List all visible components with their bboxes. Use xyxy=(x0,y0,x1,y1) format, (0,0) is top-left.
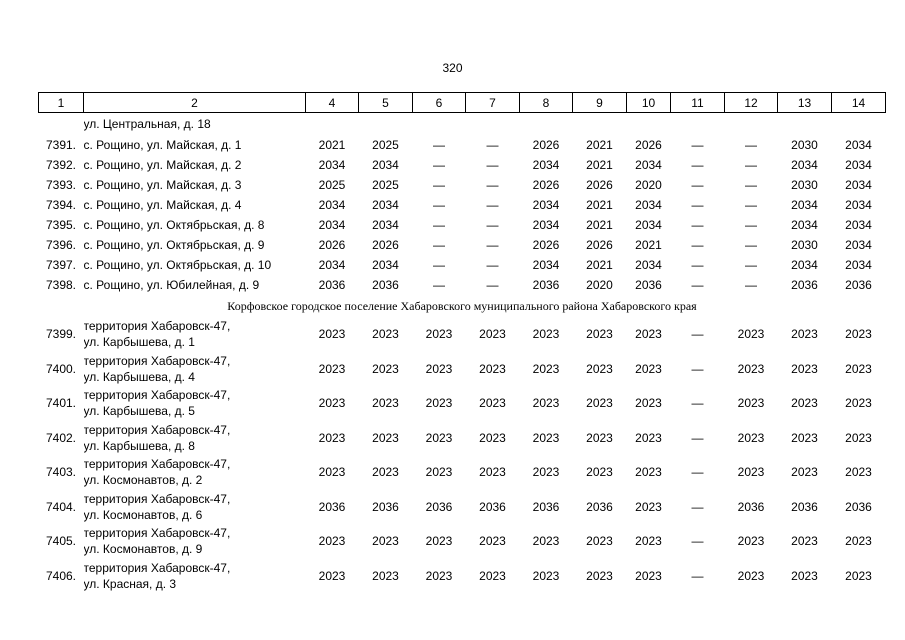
value-cell: 2020 xyxy=(635,178,662,192)
header-cell: 2 xyxy=(84,93,306,113)
value-cell: 2023 xyxy=(479,396,506,411)
value-cell: 2034 xyxy=(635,258,662,272)
value-cell: 2023 xyxy=(425,465,453,480)
value-cell: 2020 xyxy=(586,278,613,292)
value-cell: — xyxy=(433,278,445,292)
value-cell: 2034 xyxy=(635,158,662,172)
value-cell: 2023 xyxy=(845,361,872,376)
value-cell: 2023 xyxy=(635,499,662,514)
row-number-cell: 7401. xyxy=(45,396,77,411)
header-cell: 11 xyxy=(671,93,725,113)
value-cell: 2023 xyxy=(791,430,818,445)
value-cell: 2023 xyxy=(737,568,765,583)
value-cell: 2023 xyxy=(372,534,399,549)
value-cell: 2023 xyxy=(318,396,346,411)
value-cell: 2023 xyxy=(586,430,613,445)
header-cell: 10 xyxy=(627,93,671,113)
value-cell: 2023 xyxy=(791,534,818,549)
address-cell xyxy=(84,421,306,456)
value-cell: — xyxy=(691,568,704,583)
continuation-row xyxy=(39,113,886,136)
value-cell: 2023 xyxy=(586,534,613,549)
value-cell: 2023 xyxy=(479,465,506,480)
address-cell: с. Рощино, ул. Майская, д. 1 xyxy=(83,138,242,152)
address-line: ул. Карбышева, д. 8 xyxy=(83,438,195,453)
value-cell: 2034 xyxy=(372,258,399,272)
value-cell: 2023 xyxy=(737,396,765,411)
value-cell: 2034 xyxy=(845,158,872,172)
value-cell: — xyxy=(486,158,499,172)
value-cell: 2023 xyxy=(791,465,818,480)
address-line: ул. Космонавтов, д. 9 xyxy=(83,542,203,557)
value-cell: 2023 xyxy=(586,396,613,411)
row-number-cell: 7392. xyxy=(45,158,77,172)
value-cell: 2034 xyxy=(635,198,662,212)
value-cell: 2036 xyxy=(845,278,872,292)
value-cell: 2023 xyxy=(845,568,872,583)
value-cell: 2023 xyxy=(425,568,453,583)
value-cell: 2034 xyxy=(372,218,399,232)
value-cell: — xyxy=(691,158,704,172)
value-cell: 2034 xyxy=(791,198,818,212)
table-row xyxy=(39,155,886,175)
row-number-cell xyxy=(39,113,84,136)
table-row xyxy=(39,524,886,559)
value-cell: — xyxy=(486,238,499,252)
value-cell: 2025 xyxy=(318,178,346,192)
value-cell: 2023 xyxy=(586,327,613,342)
address-line: территория Хабаровск-47, xyxy=(83,560,231,575)
row-number-cell: 7396. xyxy=(45,238,77,252)
value-cell: 2023 xyxy=(635,361,662,376)
value-cell: 2023 xyxy=(532,430,560,445)
value-cell: 2034 xyxy=(845,138,872,152)
value-cell: 2034 xyxy=(318,198,346,212)
value-cell: 2026 xyxy=(532,138,560,152)
table-row xyxy=(39,175,886,195)
address-line: территория Хабаровск-47, xyxy=(83,457,231,472)
value-cell: 2034 xyxy=(318,258,346,272)
header-cell: 13 xyxy=(778,93,832,113)
value-cell: 2034 xyxy=(318,158,346,172)
value-cell: 2030 xyxy=(791,138,818,152)
value-cell: 2023 xyxy=(425,327,453,342)
value-cell: — xyxy=(745,238,757,252)
address-line: ул. Карбышева, д. 5 xyxy=(83,404,195,419)
value-cell: — xyxy=(745,158,757,172)
table-row xyxy=(39,386,886,421)
value-cell: 2030 xyxy=(791,238,818,252)
address-cell: с. Рощино, ул. Юбилейная, д. 9 xyxy=(83,278,260,292)
value-cell: 2036 xyxy=(532,499,560,514)
row-number-cell: 7405. xyxy=(45,534,77,549)
value-cell: 2021 xyxy=(586,158,613,172)
table-row xyxy=(39,195,886,215)
address-cell xyxy=(84,490,306,525)
header-cell: 5 xyxy=(359,93,413,113)
value-cell: 2036 xyxy=(737,499,765,514)
value-cell: 2023 xyxy=(791,396,818,411)
table-row xyxy=(39,215,886,235)
value-cell: — xyxy=(691,278,704,292)
address-cell xyxy=(84,386,306,421)
value-cell: — xyxy=(486,198,499,212)
value-cell: — xyxy=(691,327,704,342)
address-line: территория Хабаровск-47, xyxy=(83,388,231,403)
value-cell: 2023 xyxy=(532,465,560,480)
page-number: 320 xyxy=(442,61,463,75)
value-cell: 2023 xyxy=(425,396,453,411)
value-cell: — xyxy=(433,238,445,252)
value-cell: 2023 xyxy=(479,568,506,583)
value-cell: 2023 xyxy=(318,465,346,480)
value-cell: 2036 xyxy=(372,499,399,514)
value-cell: 2023 xyxy=(372,430,399,445)
value-cell: 2023 xyxy=(586,361,613,376)
address-line: ул. Красная, д. 3 xyxy=(83,576,177,591)
value-cell: — xyxy=(433,218,445,232)
value-cell: 2023 xyxy=(318,534,346,549)
value-cell: 2034 xyxy=(845,258,872,272)
value-cell: 2023 xyxy=(586,568,613,583)
value-cell: 2023 xyxy=(318,430,346,445)
address-cell xyxy=(84,352,306,387)
value-cell: — xyxy=(486,138,499,152)
value-cell: 2023 xyxy=(845,465,872,480)
value-cell: 2023 xyxy=(425,534,453,549)
address-cell: ул. Центральная, д. 18 xyxy=(83,117,211,131)
value-cell: — xyxy=(745,278,757,292)
value-cell: 2023 xyxy=(845,430,872,445)
value-cell: 2023 xyxy=(532,361,560,376)
address-line: территория Хабаровск-47, xyxy=(83,422,231,437)
value-cell: 2025 xyxy=(372,178,399,192)
value-cell: 2034 xyxy=(845,198,872,212)
value-cell: — xyxy=(745,258,757,272)
value-cell: — xyxy=(433,158,445,172)
value-cell: 2023 xyxy=(791,568,818,583)
value-cell: 2023 xyxy=(372,361,399,376)
value-cell: 2036 xyxy=(425,499,453,514)
value-cell: 2023 xyxy=(791,361,818,376)
value-cell: 2023 xyxy=(479,361,506,376)
value-cell: 2036 xyxy=(372,278,399,292)
address-cell xyxy=(84,524,306,559)
table-row xyxy=(39,490,886,525)
header-row xyxy=(39,93,886,113)
value-cell: 2036 xyxy=(532,278,560,292)
value-cell: — xyxy=(486,278,499,292)
value-cell: 2023 xyxy=(318,361,346,376)
value-cell: — xyxy=(745,218,757,232)
table-row xyxy=(39,455,886,490)
header-cell: 4 xyxy=(306,93,359,113)
value-cell: 2034 xyxy=(532,218,560,232)
value-cell: 2034 xyxy=(372,198,399,212)
value-cell: — xyxy=(691,430,704,445)
row-number-cell: 7391. xyxy=(45,138,77,152)
value-cell: 2025 xyxy=(372,138,399,152)
address-cell xyxy=(84,559,306,594)
value-cell: 2036 xyxy=(586,499,613,514)
value-cell: 2023 xyxy=(737,430,765,445)
value-cell: 2023 xyxy=(372,465,399,480)
table-row xyxy=(39,352,886,387)
header-cell: 1 xyxy=(39,93,84,113)
value-cell: 2023 xyxy=(635,465,662,480)
value-cell: — xyxy=(691,238,704,252)
value-cell: 2023 xyxy=(532,327,560,342)
value-cell: 2021 xyxy=(318,138,346,152)
value-cell: — xyxy=(433,198,445,212)
value-cell: — xyxy=(691,396,704,411)
value-cell: 2021 xyxy=(586,198,613,212)
value-cell: — xyxy=(486,178,499,192)
table-body xyxy=(39,113,886,594)
address-cell: с. Рощино, ул. Октябрьская, д. 8 xyxy=(83,218,265,232)
value-cell: 2036 xyxy=(479,499,506,514)
value-cell: 2023 xyxy=(425,361,453,376)
value-cell: — xyxy=(486,258,499,272)
value-cell: 2036 xyxy=(318,278,346,292)
value-cell: 2034 xyxy=(532,258,560,272)
header-cell: 8 xyxy=(520,93,573,113)
table-row xyxy=(39,421,886,456)
row-number-cell: 7400. xyxy=(45,361,77,376)
value-cell: — xyxy=(433,178,445,192)
value-cell: 2026 xyxy=(586,178,613,192)
value-cell: — xyxy=(745,198,757,212)
address-line: территория Хабаровск-47, xyxy=(83,319,231,334)
section-title: Корфовское городское поселение Хабаровского муниципального района Хабаровского края xyxy=(227,298,697,313)
value-cell: 2034 xyxy=(845,178,872,192)
value-cell: 2036 xyxy=(791,499,818,514)
value-cell: 2023 xyxy=(737,361,765,376)
row-number-cell: 7393. xyxy=(45,178,77,192)
value-cell: 2023 xyxy=(635,396,662,411)
value-cell: 2021 xyxy=(586,218,613,232)
value-cell: 2023 xyxy=(635,327,662,342)
value-cell: 2023 xyxy=(318,568,346,583)
value-cell: 2023 xyxy=(532,568,560,583)
value-cell: 2023 xyxy=(479,534,506,549)
value-cell: 2036 xyxy=(791,278,818,292)
value-cell: 2023 xyxy=(586,465,613,480)
value-cell: — xyxy=(691,218,704,232)
table-row xyxy=(39,559,886,594)
row-number-cell: 7395. xyxy=(45,218,77,232)
value-cell: 2023 xyxy=(372,327,399,342)
value-cell: 2036 xyxy=(635,278,662,292)
value-cell: 2034 xyxy=(845,238,872,252)
address-line: территория Хабаровск-47, xyxy=(83,353,231,368)
value-cell: 2036 xyxy=(845,499,872,514)
address-cell xyxy=(84,317,306,352)
table-row xyxy=(39,275,886,295)
row-number-cell: 7398. xyxy=(45,278,77,292)
value-cell: 2034 xyxy=(318,218,346,232)
value-cell: 2023 xyxy=(479,430,506,445)
row-number-cell: 7397. xyxy=(45,258,77,272)
header-cell: 12 xyxy=(725,93,778,113)
value-cell: 2023 xyxy=(532,534,560,549)
table-row xyxy=(39,235,886,255)
value-cell: 2023 xyxy=(479,327,506,342)
register-table xyxy=(38,92,886,593)
value-cell: 2034 xyxy=(532,198,560,212)
header-cell: 14 xyxy=(832,93,886,113)
value-cell: 2023 xyxy=(845,327,872,342)
value-cell: — xyxy=(691,138,704,152)
value-cell: 2034 xyxy=(372,158,399,172)
table-row xyxy=(39,317,886,352)
value-cell: 2034 xyxy=(791,218,818,232)
value-cell: 2026 xyxy=(532,178,560,192)
value-cell: 2023 xyxy=(737,534,765,549)
address-line: ул. Карбышева, д. 4 xyxy=(83,369,195,384)
value-cell: — xyxy=(745,178,757,192)
value-cell: 2023 xyxy=(845,534,872,549)
header-cell: 9 xyxy=(573,93,627,113)
table-row xyxy=(39,255,886,275)
header-cell: 6 xyxy=(413,93,466,113)
row-number-cell: 7394. xyxy=(45,198,77,212)
value-cell: — xyxy=(745,138,757,152)
value-cell: — xyxy=(691,258,704,272)
value-cell: 2023 xyxy=(532,396,560,411)
value-cell: 2023 xyxy=(372,568,399,583)
row-number-cell: 7402. xyxy=(45,430,77,445)
value-cell: 2023 xyxy=(737,465,765,480)
value-cell: — xyxy=(691,361,704,376)
address-cell: с. Рощино, ул. Майская, д. 3 xyxy=(83,178,242,192)
value-cell: — xyxy=(691,178,704,192)
value-cell: — xyxy=(691,465,704,480)
value-cell: 2023 xyxy=(372,396,399,411)
table-row xyxy=(39,135,886,155)
address-line: территория Хабаровск-47, xyxy=(83,526,231,541)
value-cell: 2034 xyxy=(635,218,662,232)
value-cell: — xyxy=(691,499,704,514)
value-cell: 2026 xyxy=(586,238,613,252)
address-cell: с. Рощино, ул. Октябрьская, д. 10 xyxy=(83,258,272,272)
row-number-cell: 7399. xyxy=(45,327,77,342)
value-cell: 2021 xyxy=(586,258,613,272)
address-cell xyxy=(84,455,306,490)
value-cell: — xyxy=(691,198,704,212)
address-cell: с. Рощино, ул. Майская, д. 4 xyxy=(83,198,242,212)
value-cell: 2034 xyxy=(532,158,560,172)
section-row xyxy=(39,295,886,317)
value-cell: 2034 xyxy=(791,258,818,272)
value-cell: 2023 xyxy=(635,534,662,549)
row-number-cell: 7404. xyxy=(45,499,77,514)
empty-cell xyxy=(306,113,886,136)
address-line: ул. Космонавтов, д. 6 xyxy=(83,507,203,522)
value-cell: 2023 xyxy=(791,327,818,342)
row-number-cell: 7406. xyxy=(45,568,77,583)
value-cell: 2021 xyxy=(635,238,662,252)
value-cell: 2026 xyxy=(372,238,399,252)
value-cell: — xyxy=(486,218,499,232)
header-cell: 7 xyxy=(466,93,520,113)
value-cell: 2023 xyxy=(737,327,765,342)
value-cell: 2030 xyxy=(791,178,818,192)
value-cell: 2021 xyxy=(586,138,613,152)
value-cell: 2026 xyxy=(635,138,662,152)
value-cell: 2023 xyxy=(635,568,662,583)
value-cell: 2023 xyxy=(635,430,662,445)
address-cell: с. Рощино, ул. Майская, д. 2 xyxy=(83,158,242,172)
value-cell: 2026 xyxy=(532,238,560,252)
value-cell: 2023 xyxy=(425,430,453,445)
address-line: ул. Карбышева, д. 1 xyxy=(83,335,195,350)
address-line: территория Хабаровск-47, xyxy=(83,491,231,506)
value-cell: 2034 xyxy=(791,158,818,172)
address-cell: с. Рощино, ул. Октябрьская, д. 9 xyxy=(83,238,265,252)
value-cell: 2023 xyxy=(318,327,346,342)
value-cell: 2036 xyxy=(318,499,346,514)
value-cell: — xyxy=(433,138,445,152)
value-cell: 2034 xyxy=(845,218,872,232)
row-number-cell: 7403. xyxy=(45,465,77,480)
value-cell: — xyxy=(691,534,704,549)
value-cell: — xyxy=(433,258,445,272)
value-cell: 2023 xyxy=(845,396,872,411)
value-cell: 2026 xyxy=(318,238,346,252)
address-line: ул. Космонавтов, д. 2 xyxy=(83,473,203,488)
